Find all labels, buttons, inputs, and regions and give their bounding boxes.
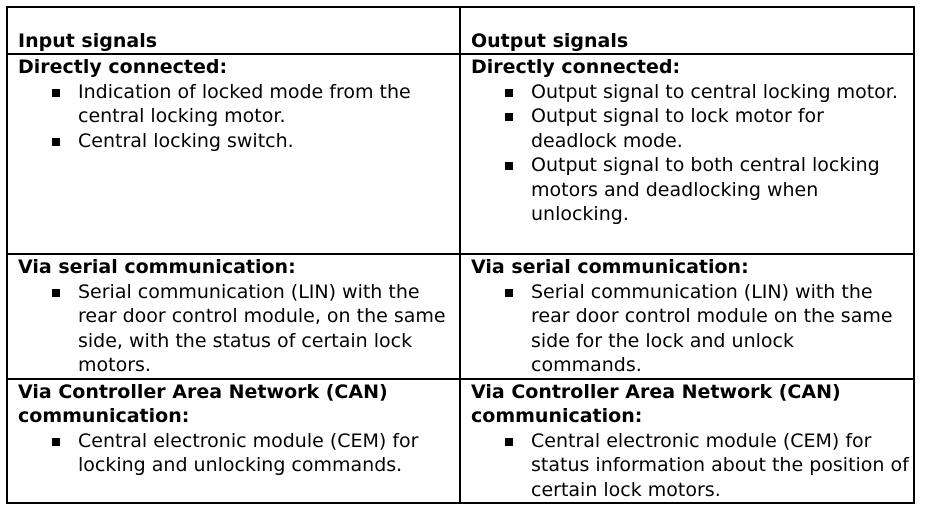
list-item: Indication of locked mode from the central locking motor. — [78, 80, 455, 129]
bullet-list — [18, 429, 455, 478]
section-heading: Via Controller Area Network (CAN) communication: — [18, 380, 388, 427]
signals-table — [6, 6, 915, 504]
bullet-list — [471, 280, 909, 378]
list-item: Output signal to both central locking motors and deadlocking when unlocking. — [531, 153, 909, 227]
output-directly-connected-cell — [460, 54, 914, 254]
output-signals-header — [460, 7, 914, 54]
list-item: Output signal to central locking motor. — [531, 80, 909, 105]
input-directly-connected-cell — [7, 54, 460, 254]
bullet-list — [18, 80, 455, 154]
table-row — [7, 379, 914, 504]
list-item: Central locking switch. — [78, 129, 455, 154]
input-can-communication-cell — [7, 379, 460, 504]
table-row — [7, 254, 914, 379]
list-item: Serial communication (LIN) with the rear door control module, on the same side, with the status of certain lock motors. — [78, 280, 455, 378]
section-heading: Directly connected: — [471, 56, 681, 78]
output-signals-title: Output signals — [471, 29, 629, 52]
section-heading: Directly connected: — [18, 56, 228, 78]
section-heading: Via Controller Area Network (CAN) communication: — [471, 380, 841, 427]
input-signals-header — [7, 7, 460, 54]
list-item: Central electronic module (CEM) for locking and unlocking commands. — [78, 429, 455, 478]
section-heading: Via serial communication: — [471, 256, 749, 278]
list-item: Serial communication (LIN) with the rear door control module on the same side for the lock and unlock commands. — [531, 280, 909, 378]
list-item: Central electronic module (CEM) for status information about the position of certain lock motors. — [531, 429, 909, 501]
input-signals-title: Input signals — [18, 29, 158, 52]
signals-document — [6, 6, 915, 504]
table-row — [7, 54, 914, 254]
bullet-list — [471, 429, 909, 503]
output-serial-communication-cell — [460, 254, 914, 379]
bullet-list — [471, 80, 909, 227]
output-can-communication-cell — [460, 379, 914, 504]
bullet-list — [18, 280, 455, 378]
list-item: Output signal to lock motor for deadlock mode. — [531, 104, 909, 153]
input-serial-communication-cell — [7, 254, 460, 379]
header-row — [7, 7, 914, 54]
section-heading: Via serial communication: — [18, 256, 296, 278]
